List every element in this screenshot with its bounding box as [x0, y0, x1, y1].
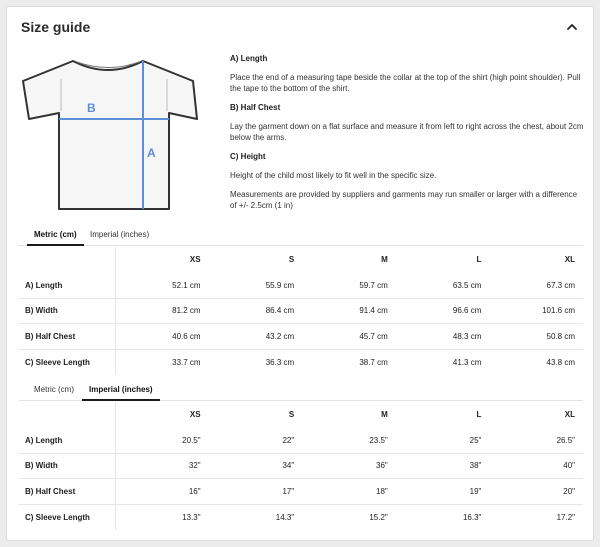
height-heading: C) Height [230, 152, 266, 161]
unit-tabs-imperial [19, 379, 583, 401]
table-cell: 19" [396, 479, 490, 505]
table-cell: 20" [489, 479, 583, 505]
tab-imperial[interactable]: Imperial (inches) [90, 230, 150, 239]
table-cell: 67.3 cm [489, 273, 583, 299]
table-cell: 45.7 cm [302, 324, 396, 350]
diagram-label-a: A [147, 146, 156, 160]
length-text: Place the end of a measuring tape beside the collar at the top of the shirt (high point shoulder). Pull the tape to the bottom of the shirt. [230, 73, 581, 93]
table-cell: 15.2" [369, 512, 388, 522]
size-header: M [381, 410, 388, 420]
table-cell: 48.3 cm [396, 324, 490, 350]
size-header: L [476, 255, 482, 265]
table-cell: 50.8 cm [489, 324, 583, 350]
table-cell: 40" [489, 453, 583, 479]
table-cell: 43.8 cm [546, 357, 575, 367]
table-cell: 55.9 cm [209, 273, 303, 299]
size-header: S [288, 255, 295, 265]
table-cell: 96.6 cm [396, 298, 490, 324]
table-cell: 25" [396, 428, 490, 454]
table-cell: 41.3 cm [452, 357, 482, 367]
table-cell: 33.7 cm [172, 357, 201, 367]
table-cell: 14.3" [275, 512, 295, 522]
table-cell: 20.5" [115, 428, 209, 454]
row-label: A) Length [19, 273, 115, 299]
imperial-size-table [19, 402, 583, 530]
table-cell: 26.5" [489, 428, 583, 454]
unit-tabs-metric [19, 224, 583, 246]
row-label: B) Width [19, 453, 115, 479]
size-header: XS [189, 410, 201, 420]
table-row [19, 324, 583, 350]
table-cell: 17.2" [556, 512, 575, 522]
table-cell: 59.7 cm [302, 273, 396, 299]
size-header: XS [189, 255, 201, 265]
table-cell: 34" [209, 453, 303, 479]
table-cell: 22" [209, 428, 303, 454]
table-cell: 16" [115, 479, 209, 505]
size-header: S [288, 410, 295, 420]
table-cell: 38" [396, 453, 490, 479]
row-label: A) Length [19, 428, 115, 454]
table-cell: 91.4 cm [302, 298, 396, 324]
table-row [19, 479, 583, 505]
table-cell: 40.6 cm [115, 324, 209, 350]
row-label: C) Sleeve Length [19, 349, 115, 375]
length-heading: A) Length [230, 54, 268, 63]
table-row [19, 453, 583, 479]
page-title: Size guide [21, 19, 91, 35]
table-cell: 81.2 cm [115, 298, 209, 324]
chest-text: Lay the garment down on a flat surface and measure it from left to right across the chest, about 2cm below the arms. [230, 122, 584, 142]
table-row [19, 349, 583, 375]
measurement-note: Measurements are provided by suppliers and garments may run smaller or larger with a difference of +/- 2.5cm (1 in) [230, 190, 578, 210]
size-header: XL [564, 255, 575, 265]
row-label: B) Half Chest [19, 324, 115, 350]
size-guide-card [6, 6, 594, 541]
size-guide-header[interactable] [7, 7, 593, 47]
table-row [19, 504, 583, 530]
table-cell: 43.2 cm [209, 324, 303, 350]
table-cell: 86.4 cm [209, 298, 303, 324]
diagram-label-b: B [87, 101, 96, 115]
size-header: L [476, 410, 482, 420]
size-header: XL [564, 410, 575, 420]
row-label: B) Width [19, 298, 115, 324]
chest-heading: B) Half Chest [230, 103, 281, 112]
table-row [19, 273, 583, 299]
table-cell: 38.7 cm [359, 357, 388, 367]
chevron-up-icon[interactable] [565, 21, 579, 33]
row-label: C) Sleeve Length [19, 504, 115, 530]
tab-metric[interactable]: Metric (cm) [27, 224, 84, 246]
table-cell: 52.1 cm [115, 273, 209, 299]
row-label: B) Half Chest [19, 479, 115, 505]
table-row [19, 298, 583, 324]
table-cell: 36.3 cm [265, 357, 295, 367]
table-header-row [19, 402, 583, 428]
tab-imperial[interactable]: Imperial (inches) [82, 379, 160, 401]
table-cell: 23.5" [302, 428, 396, 454]
table-cell: 36" [302, 453, 396, 479]
table-header-row [19, 247, 583, 273]
table-row [19, 428, 583, 454]
measurement-instructions [230, 53, 585, 211]
table-cell: 13.3" [182, 512, 201, 522]
table-cell: 17" [209, 479, 303, 505]
table-cell: 32" [115, 453, 209, 479]
table-cell: 63.5 cm [396, 273, 490, 299]
metric-size-table [19, 247, 583, 375]
tshirt-diagram [21, 47, 201, 213]
table-cell: 16.3" [462, 512, 482, 522]
table-cell: 18" [302, 479, 396, 505]
table-cell: 101.6 cm [489, 298, 583, 324]
height-text: Height of the child most likely to fit well in the specific size. [230, 171, 437, 180]
size-header: M [381, 255, 388, 265]
tab-metric[interactable]: Metric (cm) [34, 385, 74, 394]
